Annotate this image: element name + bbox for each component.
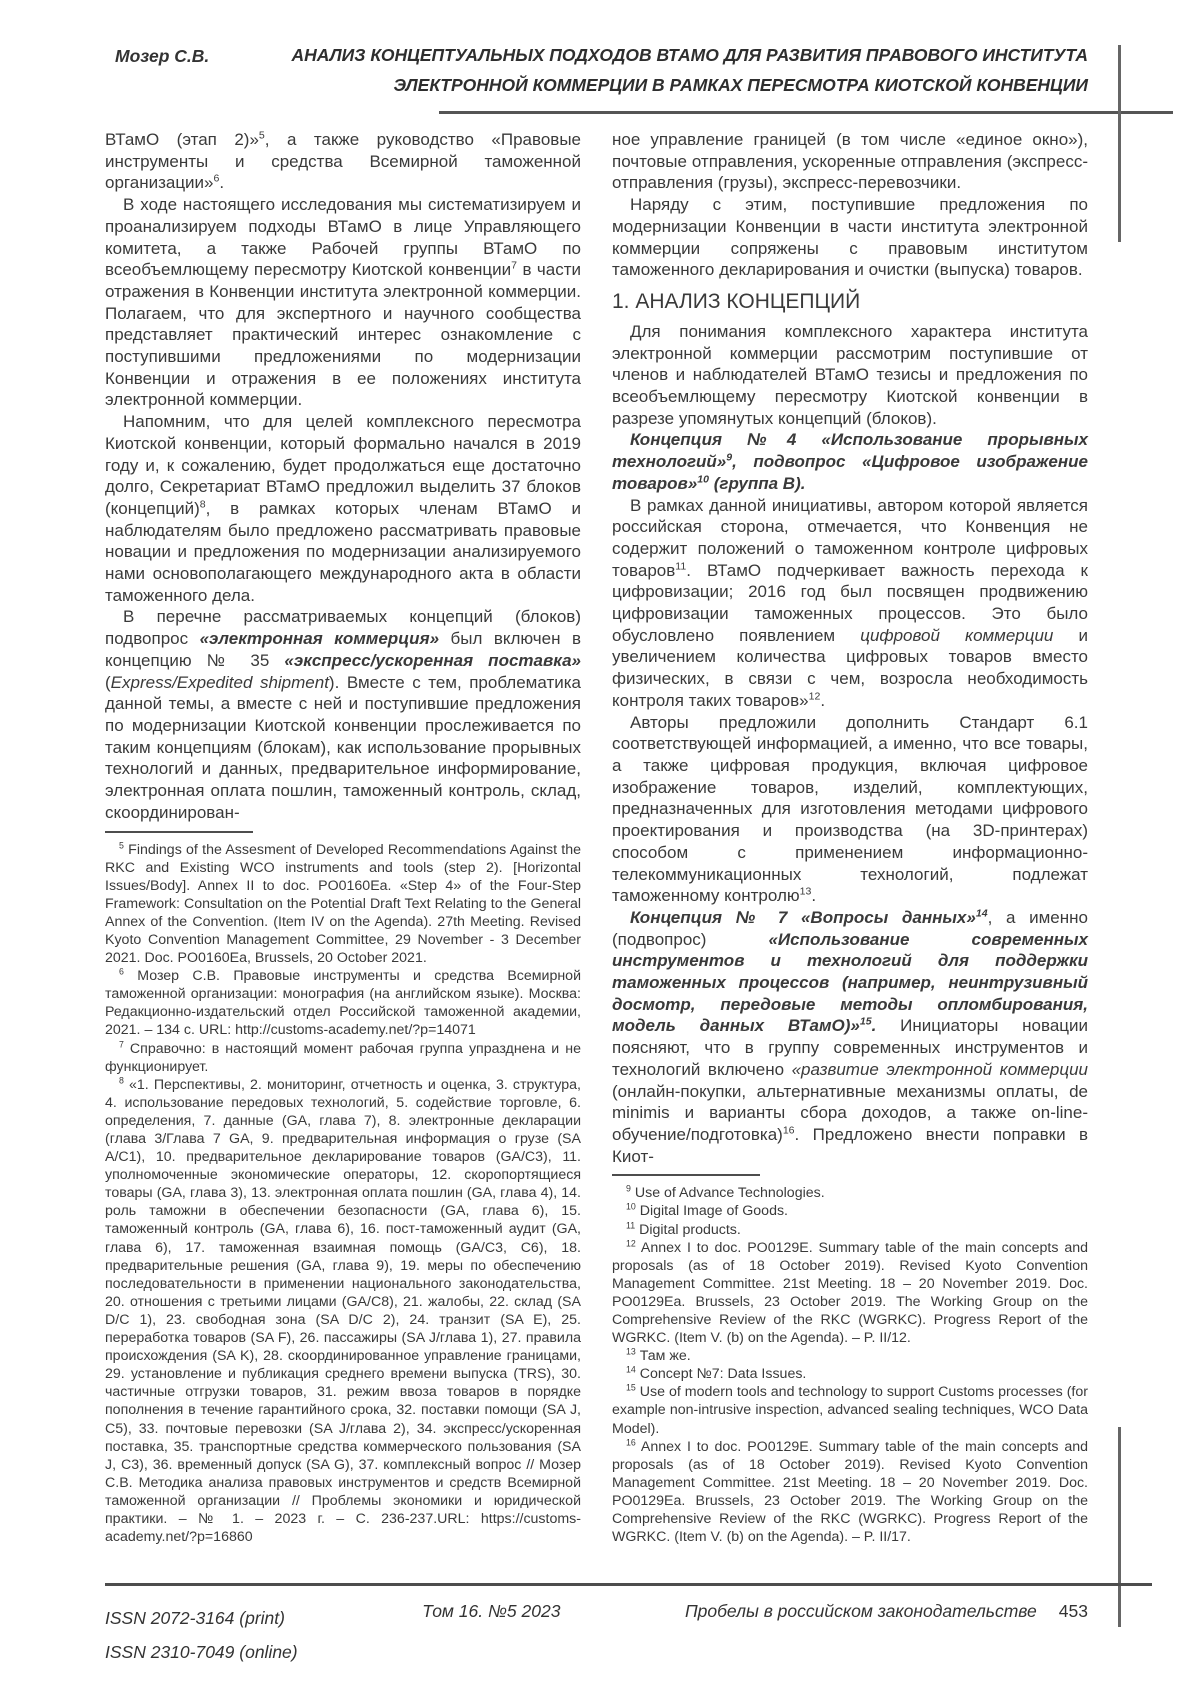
footnote bbox=[612, 1202, 1088, 1220]
text-run: , подвопрос «Цифровое изображение товаров» bbox=[612, 452, 1088, 493]
text-run: 16 bbox=[626, 1436, 636, 1447]
text-run: , в рамках которых членам ВТамО и наблюдателям было предложено рассматривать правовые новации и предложения по модернизации анализируемого нами основополагающего международного акта в области таможенного дела. bbox=[105, 498, 581, 605]
text-run: Use of Advance Technologies. bbox=[630, 1185, 825, 1202]
text-run: , а также руководство «Правовые инструменты и средства Всемирной таможенной организации» bbox=[105, 130, 581, 193]
text-run: был включен в концепцию № 35 bbox=[105, 629, 582, 670]
footnote bbox=[105, 1076, 581, 1546]
author-name: Мозер С.В. bbox=[115, 46, 210, 66]
text-run: «развитие электронной коммерции bbox=[791, 1059, 1088, 1079]
text-run: «экспресс/ускоренная поставка» bbox=[284, 650, 581, 670]
footnote bbox=[612, 1383, 1088, 1437]
text-run: Мозер С.В. Правовые инструменты и средства Всемирной таможенной организации: монография (на английском языке). Москва: Редакционно-издательский отдел Российской таможенной академии, 2021. – 134 с. URL: http://customs-academy.net/?p=14071 bbox=[105, 968, 581, 1039]
text-run: Наряду с этим, поступившие предложения по модернизации Конвенции в части института электронной коммерции сопряжены с правовым институтом таможенного декларирования и очистки (выпуска) товаров. bbox=[612, 195, 1088, 280]
text-run: . ВТамО подчеркивает важность перехода к цифровизации; 2016 год был посвящен продвижению цифровизации таможенных процессов. Это было обусловлено появлением bbox=[612, 560, 1088, 645]
journal-block bbox=[685, 1601, 1088, 1622]
footer-divider bbox=[105, 1583, 1152, 1586]
footnote bbox=[105, 841, 581, 968]
text-run: 13 bbox=[626, 1346, 636, 1357]
text-run: Напомним, что для целей комплексного пересмотра Киотской конвенции, который формально начался в 2019 году и, к сожалению, будет продолжаться еще достаточно долго, Секретариат ВТамО предложил выделить 37 блоков (концепций) bbox=[105, 412, 581, 518]
paragraph bbox=[612, 712, 1088, 907]
footnote bbox=[612, 1347, 1088, 1365]
text-run: . Предложено внести поправки в Киот- bbox=[612, 1124, 1088, 1166]
text-run: 11 bbox=[675, 560, 687, 572]
text-run: 15 bbox=[626, 1382, 636, 1393]
issn-online: ISSN 2310-7049 (online) bbox=[105, 1642, 298, 1662]
text-run: 14 bbox=[975, 907, 988, 920]
paragraph bbox=[612, 495, 1088, 712]
text-run: . bbox=[219, 173, 225, 193]
paragraph bbox=[105, 606, 581, 823]
footnote bbox=[612, 1239, 1088, 1348]
text-run: ( bbox=[105, 672, 111, 692]
footnote-separator bbox=[105, 831, 253, 833]
text-run: Для понимания комплексного характера института электронной коммерции рассмотрим поступившие от членов и наблюдателей ВТамО тезисы и предложения по всеобъемлющему пересмотру Киотской конвенции в разрезе упомянутых концепций (блоков). bbox=[612, 321, 1088, 428]
text-run: 5 bbox=[258, 129, 265, 142]
text-run: 9 bbox=[726, 451, 733, 464]
article-title-line1: АНАЛИЗ КОНЦЕПТУАЛЬНЫХ ПОДХОДОВ ВТАМО ДЛЯ РАЗВИТИЯ ПРАВОВОГО ИНСТИТУТА bbox=[291, 45, 1088, 65]
right-column bbox=[612, 129, 1088, 1546]
text-run: 8 bbox=[119, 1074, 124, 1085]
page-number: 453 bbox=[1058, 1601, 1088, 1621]
section-heading: 1. АНАЛИЗ КОНЦЕПЦИЙ bbox=[612, 289, 861, 313]
text-run: (онлайн-покупки, альтернативные механизмы оплаты, de minimis и варианты сбора доходов, а также on-line-обучение/подготовка) bbox=[612, 1081, 1088, 1144]
text-run: Справочно: в настоящий момент рабочая группа упразднена и не функционирует. bbox=[105, 1040, 581, 1075]
vertical-rule-top bbox=[1118, 45, 1121, 242]
footnote bbox=[612, 1438, 1088, 1547]
text-run: 14 bbox=[626, 1364, 636, 1375]
text-run: 12 bbox=[626, 1237, 636, 1248]
text-run: Digital Image of Goods. bbox=[635, 1203, 788, 1220]
text-run: Annex I to doc. PO0129E. Summary table of the main concepts and proposals (as of 18 October 2019). Revised Kyoto Convention Management Committee. 21st Meeting. 18 – 20 November 2019. Doc. PO0129Ea. Brussels, 23 October 2019. The Working Group on the Comprehensive Review of the RKC (WGRKC). Progress Report of the WGRKC. (Item V. (b) on the Agenda). – P. II/12. bbox=[612, 1239, 1088, 1347]
text-run: 5 bbox=[119, 839, 124, 850]
text-run: 13 bbox=[799, 885, 812, 898]
paragraph bbox=[612, 321, 1088, 430]
text-run: в части отражения в Конвенции института электронной коммерции. Полагаем, что для экспертного и научного сообщества представляет практический интерес ознакомление с поступившими предложениями по модернизации Конвенции и отражения в ее положениях института электронной коммерции. bbox=[105, 260, 581, 410]
text-run: 12 bbox=[808, 690, 821, 703]
text-run: . bbox=[871, 1016, 877, 1036]
text-run: ). Вместе с тем, проблематика данной темы, а вместе с ней и поступившие предложения по модернизации Киотской конвенции прослеживается по таким концепциям (блокам), как использование прорывных технологий и данных, предварительное информирование, электронная оплата пошлин, таможенный контроль, склад, скоординирован- bbox=[105, 672, 581, 822]
text-run: цифровой коммерции bbox=[860, 625, 1054, 645]
issn-print: ISSN 2072-3164 (print) bbox=[105, 1608, 285, 1628]
text-run: (группа В). bbox=[708, 473, 806, 493]
text-run: 10 bbox=[697, 473, 709, 486]
text-run: «электронная коммерция» bbox=[199, 629, 440, 649]
text-run: В ходе настоящего исследования мы систематизируем и проанализируем подходы ВТамО в лице Управляющего комитета, а также Рабочей группы ВТамО по всеобъемлющему пересмотру Киотской конвенции bbox=[105, 195, 581, 280]
page-footer bbox=[105, 1601, 1088, 1669]
vertical-rule-bottom bbox=[1118, 1427, 1121, 1627]
text-run: 16 bbox=[782, 1124, 795, 1137]
footnote bbox=[105, 1040, 581, 1076]
text-run: Annex I to doc. PO0129E. Summary table of the main concepts and proposals (as of 18 October 2019). Revised Kyoto Convention Management Committee. 21st Meeting. 18 – 20 November 2019. Doc. PO0129Ea. Brussels, 23 October 2019. The Working Group on the Comprehensive Review of the RKC (WGRKC). Progress Report of the WGRKC. (Item V. (b) on the Agenda). – P. II/17. bbox=[612, 1438, 1088, 1546]
text-run: и увеличением количества цифровых товаров вместо физических, в связи с чем, возросла необходимость контроля таких товаров» bbox=[612, 625, 1088, 710]
text-run: Concept №7: Data Issues. bbox=[635, 1366, 807, 1383]
text-run: 10 bbox=[626, 1201, 636, 1212]
footnote bbox=[105, 967, 581, 1039]
text-run: . bbox=[820, 690, 826, 710]
text-run: 11 bbox=[626, 1219, 636, 1230]
paragraph bbox=[612, 194, 1088, 281]
text-run: , а именно (подвопрос) bbox=[612, 907, 1088, 949]
footnote-separator bbox=[612, 1174, 760, 1176]
footnote bbox=[612, 1184, 1088, 1202]
text-run: Findings of the Assesment of Developed Recommendations Against the RKC and Existing WCO instruments and tools (step 2). [Horizontal Issues/Body]. Annex II to doc. PO0160Ea. «Step 4» of the Four-Step Framework: Consultation on the Potential Draft Text Relating to the General Annex of the Convention. (Item IV on the Agenda). 27th Meeting. Revised Kyoto Convention Management Committee, 29 November - 3 December 2021. Doc. PO0160Ea, Brussels, 20 October 2021. bbox=[105, 841, 581, 967]
issn-block bbox=[105, 1601, 298, 1669]
text-run: Инициаторы новации поясняют, что в группу современных инструментов и технологий включено bbox=[612, 1016, 1088, 1079]
footnote bbox=[612, 1221, 1088, 1239]
text-run: Концепция № 7 «Вопросы данных» bbox=[630, 907, 976, 927]
text-run: Концепция №4 «Использование прорывных технологий» bbox=[612, 430, 1088, 472]
paragraph bbox=[612, 429, 1088, 494]
text-run: 6 bbox=[119, 966, 124, 977]
left-column bbox=[105, 129, 581, 1546]
text-run: 9 bbox=[626, 1183, 631, 1194]
paragraph bbox=[105, 194, 581, 411]
text-run: Digital products. bbox=[635, 1221, 741, 1238]
text-run: Use of modern tools and technology to support Customs processes (for example non-intrusive inspection, advanced sealing techniques, WCO Data Model). bbox=[612, 1384, 1088, 1437]
volume-info: Том 16. №5 2023 bbox=[422, 1601, 561, 1621]
text-run: В перечне рассматриваемых концепций (блоков) подвопрос bbox=[105, 607, 581, 649]
text-run: 7 bbox=[511, 259, 518, 272]
text-run: ВТамО (этап 2)» bbox=[105, 130, 259, 149]
text-run: 8 bbox=[199, 498, 206, 511]
paragraph bbox=[105, 411, 581, 606]
paragraph bbox=[612, 907, 1088, 1167]
article-title bbox=[240, 40, 1088, 100]
paragraph bbox=[105, 129, 581, 194]
paragraph bbox=[612, 129, 1088, 194]
article-title-line2: ЭЛЕКТРОННОЙ КОММЕРЦИИ В РАМКАХ ПЕРЕСМОТРА КИОТСКОЙ КОНВЕНЦИИ bbox=[393, 75, 1088, 95]
text-run: Express/Expedited shipment bbox=[110, 672, 329, 692]
text-run: «1. Перспективы, 2. мониторинг, отчетность и оценка, 3. структура, 4. использование передовых технологий, 5. содействие торговле, 6. определения, 7. данные (GA, глава 7), 8. электронные декларации (глава 3/Глава 7 GA, 9. предварительная информация о грузе (SA A/C1), 10. предварительное декларирование товаров (GA/C3), 11. уполномоченные экономические операторы, 12. скоропортящиеся товары (GA, глава 3), 13. электронная оплата пошлин (GA, глава 4), 14. роль таможни в обеспечении безопасности (GA, глава 6), 15. таможенный контроль (GA, глава 6), 16. пост-таможенный аудит (GA, глава 6), 17. таможенная взаимная помощь (GA/C3, C6), 18. предварительные решения (GA, глава 9), 19. меры по обеспечению последовательности в применении национального законодательства, 20. отношения с третьими лицами (GA/C8), 21. жалобы, 22. склад (SA D/C 1), 23. свободная зона (SA D/C 2), 24. транзит (SA E), 25. переработка товаров (SA F), 26. пассажиры (SA J/глава 1), 27. правила происхождения (SA K), 28. скоординированное управление границами, 29. установление и публикация среднего времени выпуска (TRS), 30. частичные отгрузки товаров, 31. режим ввоза товаров в порядке пополнения в течение гарантийного срока, 32. поставки помощи (SA J, C5), 33. почтовые перевозки (SA J/глава 2), 34. экспресс/ускоренная поставка, 35. транспортные средства коммерческого пользования (SA J, C3), 36. временный допуск (SA G), 37. комплексный вопрос // Мозер С.В. Методика анализа правовых инструментов и средств Всемирной таможенной организации // Проблемы экономики и юридической практики. – № 1. – 2023 г. – С. 236-237.URL: https://customs-academy.net/?p=16860 bbox=[105, 1076, 581, 1546]
text-run: 15 bbox=[859, 1015, 872, 1028]
text-run: Авторы предложили дополнить Стандарт 6.1 соответствующей информацией, а именно, что все товары, а также цифровая продукция, включая цифровое изображение товаров, изделий, комплектующих, предназначенных для изготовления методами цифрового проектирования и производства (на 3D-принтерах) способом с применением информационно-телекоммуникационных технологий, подлежат таможенному контролю bbox=[612, 712, 1088, 906]
text-run: . bbox=[811, 886, 817, 906]
text-run: 7 bbox=[119, 1038, 124, 1049]
text-run: Там же. bbox=[635, 1348, 691, 1365]
text-run: ное управление границей (в том числе «единое окно»), почтовые отправления, ускоренные отправления (экспресс-отправления (грузы), экспресс-перевозчики. bbox=[612, 130, 1088, 193]
text-run: В рамках данной инициативы, автором которой является российская сторона, отмечается, что Конвенция не содержит положений о таможенном контроле цифровых товаров bbox=[612, 495, 1088, 580]
text-run: 6 bbox=[213, 172, 220, 185]
header-divider bbox=[439, 111, 1173, 114]
text-run: «Использование современных инструментов и технологий для поддержки таможенных процессов (например, неинтрузивный досмотр, передовые методы опломбирования, модель данных ВТамО)» bbox=[612, 929, 1088, 1036]
footnote bbox=[612, 1365, 1088, 1383]
journal-name: Пробелы в российском законодательстве bbox=[684, 1601, 1037, 1621]
